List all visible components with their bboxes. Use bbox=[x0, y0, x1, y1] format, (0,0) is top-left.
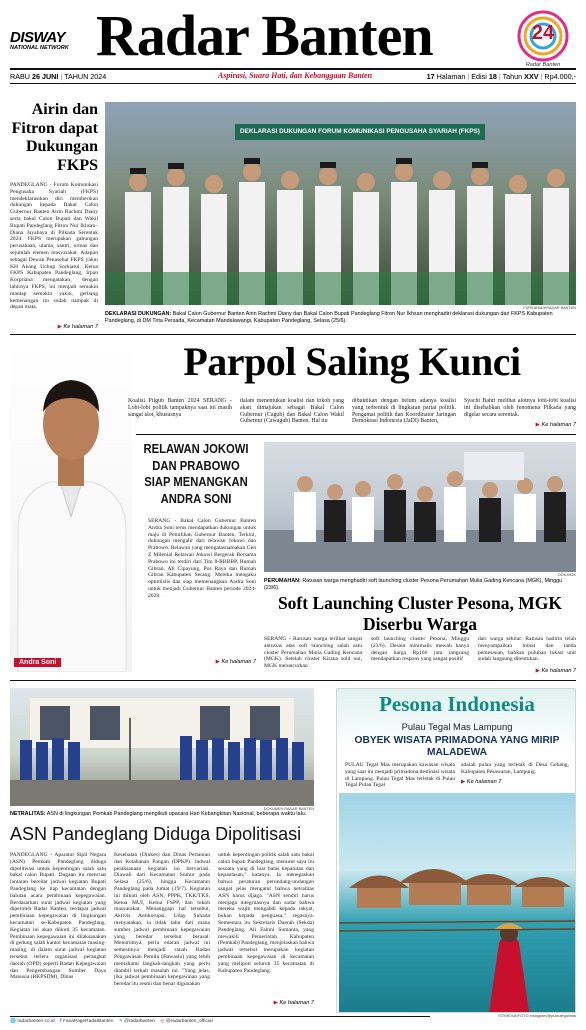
story4-col1: SERANG - Ratusan warga terlibat sangat antusias atas soft launching salah satu cluster Perumahan Mulia Gading Kencana (MGK). Setelah cluster Kirana sold out, MGK meluncurkan bbox=[264, 636, 362, 670]
footer-facebook-link[interactable]: FanaPageRadarBanten bbox=[62, 1019, 114, 1024]
story1-crowd-graphic bbox=[105, 152, 576, 305]
story4-crowd-graphic bbox=[264, 442, 576, 572]
story1-headline: Airin dan Fitron dapat Dukungan FKPS bbox=[11, 101, 98, 174]
story5-headline: ASN Pandeglang Diduga Dipolitisasi bbox=[10, 824, 302, 844]
pesona-more-link[interactable]: ▶ Ke halaman 7 bbox=[461, 779, 569, 785]
footer-instagram-link[interactable]: @radarbanten_official bbox=[165, 1019, 213, 1024]
story4-caption-lead: PERUMAHAN: bbox=[264, 578, 301, 584]
story3-headline: RELAWAN JOKOWI DAN PRABOWO SIAP MENANGKAN ANDRA SONI bbox=[143, 442, 249, 506]
story1-photo-banner: DEKLARASI DUKUNGAN FORUM KOMUNIKASI PENGUSAHA SYARIAH (FKPS) bbox=[235, 124, 485, 140]
twitter-icon: ✕ bbox=[118, 1019, 123, 1024]
story4-caption bbox=[264, 578, 576, 591]
story5-caption-lead: NETRALITAS: bbox=[10, 811, 46, 817]
anniversary-logo bbox=[508, 4, 578, 74]
story2-col3: dibuktikan dengan belum adanya koalisi yang terbentuk di lingkaran partai politik. Pengamat politik dan Koordinator Jaringan Demokrasi Indonesia (JaDI) Banten, bbox=[352, 398, 456, 425]
story2-col2: dalam menentukan koalisi dan tokoh yang akan dimajukan sebagai Bakal Calon Gubernur (Cagub) dan Bakal Calon Wakil Gubernur (Cawagub) Banten. Hal itu bbox=[240, 398, 344, 425]
pesona-banner: Pesona Indonesia bbox=[379, 692, 535, 716]
pesona-photo bbox=[339, 793, 575, 1012]
edition-number: 18 bbox=[488, 72, 497, 81]
page-count: 17 bbox=[426, 72, 435, 81]
story1-more-link[interactable]: ▶ Ke halaman 7 bbox=[10, 324, 98, 330]
story2-col4: Syachi Bahri melihat alotnya lobi-lobi koalisi ini disebabkan oleh fenomena Pilkada yang digelar secara serentak. bbox=[464, 398, 576, 418]
story4-photo bbox=[264, 442, 576, 572]
footer-website-link[interactable]: radarbanten.co.id bbox=[17, 1019, 55, 1024]
pesona-photo-credit: ISTIMEWA/FOTO Instagram/@pulautegalmas bbox=[498, 1014, 576, 1018]
story5-col2: Kesehatan (Dinkes) dan Dinas Pertanian dan Ketahanan Pangan (DPKP). Jadwal pelaksanaan kegiatan ini bervariasi. Diawali dari Kecamatan Sumur pada Selasa (25/6), hingga Kecamatan Pandeglang pada Jumat (19/7). Kegiatan ini diikuti oleh ASN, PPPK, TKK/TKS, Ketua MUI, Ketua FSPP, dan tokoh masyarakat. Menanggapi hal tersebut, Aktivis Antikorupsi, Uday Suhada menyatakan, ia tidak tahu dari mana sumber jadwal pembinaan kepegawaian yang beredar tersebut berasal. Menurutnya, perlu edaran jadwal ini semestinya menjadi ranah Badan Pengawasan Pemilu (Bawaslu) yang lebih memahami langkah-langkah yang perlu diambil terkait masalah ini. "Yang jelas, jika jadwal pembinaan kepegawaian yang beredar itu resmi dan benar digunakan bbox=[114, 852, 210, 988]
footer-links bbox=[10, 1019, 430, 1024]
story2-headline: Parpol Saling Kunci bbox=[183, 339, 521, 384]
story5-photo-credit: DOKUMEN RADAR BANTEN bbox=[263, 807, 314, 811]
issue-year: TAHUN 2024 bbox=[64, 72, 107, 81]
story5-caption bbox=[10, 811, 314, 818]
issue-info: 17 Halaman | Edisi 18 | Tahun XXV | Rp4.000,- bbox=[426, 72, 576, 81]
story2-more-link[interactable]: ▶ Ke halaman 7 bbox=[464, 422, 576, 428]
anniversary-number: 24 bbox=[531, 22, 555, 44]
pesona-subtitle: Pulau Tegal Mas Lampung bbox=[401, 721, 513, 732]
pesona-panel bbox=[336, 688, 576, 1013]
year-label: Tahun bbox=[502, 72, 523, 81]
story5-col1: PANDEGLANG - Aparatur Sipil Negara (ASN) Pemkab Pandeglang diduga dipolitisasi untuk kepentingan salah satu bakal calon Bupati. Dugaan itu mencuat lantaran beredar jadwal kegiatan Bupati Pandeglang ke tiap kecamatan dengan balutan acara pembinaan kepegawaian. Berdasarkan surat jadwal kegiatan yang diperoleh Radar Banten, terdapat jadwal pembinaan kepegawaian di lingkungan kecamatan se-Kabupaten Pandeglang. Kegiatan ini akan diikuti 35 kecamatan. Pembinaan kepegawaian ini dilaksanakan di gedung salah kantor kecamatan masing-masing, di dalam surat jadwal kegiatan tersebut terlera organisasi perangkat daerah (OPD) seperti Badan Kepegawaian dan Pengembangan Sumber Daya Manusia (BKPSDM), Dinas bbox=[10, 852, 106, 981]
disway-logo bbox=[10, 30, 90, 51]
pesona-col1: PULAU Tegal Mas merupakan kawasan wisata yang saat ini menjadi primadona destinasi wisata di Lampung. Pulau Tegal Mas terletak di Pulau Tegal Pulau Tegal bbox=[345, 762, 455, 789]
story4-caption-text: Ratusan warga menghadiri soft launching cluster Pesona Perumahan Mulia Gading Kencana (MGK), Minggu (23/6). bbox=[264, 578, 563, 591]
story4-more-link[interactable]: ▶ Ke halaman 7 bbox=[478, 668, 576, 674]
masthead-title: Radar Banten bbox=[96, 3, 433, 68]
issue-date: RABU 26 JUNI | TAHUN 2024 bbox=[10, 72, 107, 81]
andra-soni-photo bbox=[10, 342, 132, 672]
masthead-rule-bottom bbox=[10, 83, 576, 84]
footer-rule bbox=[10, 1016, 430, 1017]
anniversary-caption: Radar Banten bbox=[525, 62, 561, 68]
story1-caption-lead: DEKLARASI DUKUNGAN: bbox=[105, 311, 172, 317]
story2-col1: Koalisi Pilgub Banten 2024 SERANG - Lobi-lobi politik tampaknya saat ini masih sangat alot, khususnya bbox=[128, 398, 232, 418]
story5-col3: untuk kepentingan politik salah satu bakal calon bupati Pandeglang, menurut saya itu sesuatu yang di luar batas kepatutan dan kepantasan," katanya. Ia menegaskan bahwa peraturan perundang-undangan sangat jelas mengatur bahwa netralitas ASN harus dijaga. "ASN sendiri harus menjaga integritasnya dan sadar bahwa mereka wajib mengabdi kepada rakyat, bukan kepada penguasa," tegasnya. Sementara itu Sekretaris Daerah (Sekda) Pandeglang, Ali Fahmi Sumanta, yang mewakili Pemerintah Kabupaten (Pemkab) Pandeglang, menjelaskan bahwa jadwal tersebut merupakan kegiatan pembinaan kepegawaian di kecamatan yang meliputi seluruh 35 kecamatan di Kabupaten Pandeglang. bbox=[218, 852, 314, 974]
masthead-tagline: Aspirasi, Suara Hati, dan Kebanggaan Banten bbox=[217, 71, 373, 80]
globe-icon: 🌐 bbox=[10, 1019, 16, 1024]
portrait-graphic bbox=[10, 342, 132, 672]
edition-label: Edisi bbox=[471, 72, 487, 81]
story5-caption-text: ASN di lingkungan Pemkab Pandeglang mengikuti upacara Hari Kebangkitan Nasional, beberapa waktu lalu. bbox=[46, 811, 307, 817]
story3-body: SERANG - Bakal Calon Gubernur Banten Andra Soni terus mendapatkan dukungan untuk maju di Pemilihan Gubernur Banten. Terkini, dukungan mengalir dari relawan Jokowi dan Prabowo. Relawan yang mengatasnamakan Gen Z Milenial Relawan Jokowi Bergerak Bersama Prabowo ini terdiri dari Tim 8-RBBBP, Rumah Gibran, All Cipayung, Pos Raya dan Rumah Gibran Kabupaten Serang. Mereka mengaku optimistis dan siap memenangkan Andra Soni untuk menjadi Gubernur Banten periode 2024-2028. bbox=[148, 518, 256, 599]
story3-more-link[interactable]: ▶ Ke halaman 7 bbox=[148, 659, 256, 665]
disway-logo-subtitle: NATIONAL NETWORK bbox=[10, 45, 69, 51]
story4-headline: Soft Launching Cluster Pesona, MGK Diserbu Warga bbox=[277, 593, 563, 634]
instagram-icon: ◎ bbox=[160, 1019, 165, 1024]
story1-photo bbox=[105, 102, 576, 305]
story2-divider bbox=[136, 434, 576, 435]
story1-caption-text: Bakal Calon Gubernur Banten Airin Rachmi Diany dan Bakal Calon Bupati Pandeglang Fitron Nur Ikhsan menghadiri deklarasi dukungan dari FKPS Kabupaten Pandeglang, di DM Tirta Persada, Kecamatan Mandalawangi, Kabupaten Pandeglang, Selasa (25/6). bbox=[105, 311, 553, 324]
story1-caption bbox=[105, 311, 576, 324]
story4-col3: dari warga sekitar. Ratusan hadirin telah menyampaikan minat dan tanda pemesanan, bahkan puluhan lokasi unit sudah langsung ditentukan. bbox=[478, 636, 576, 663]
story5-ceremony-graphic bbox=[10, 688, 314, 806]
middle-divider bbox=[10, 680, 576, 681]
story4-photo-credit: DOK/MGK bbox=[558, 573, 576, 577]
page-count-label: Halaman bbox=[436, 72, 466, 81]
year-roman: XXV bbox=[524, 72, 539, 81]
price: Rp4.000,- bbox=[544, 72, 576, 81]
story5-more-link[interactable]: ▶ Ke halaman 7 bbox=[218, 1000, 314, 1006]
story1-divider bbox=[10, 334, 576, 335]
story4-col2: soft launching cluster Pesona, Minggu (23/6). Desain minimalis mewah hanya dengan harga Rp166 juta langsung mendapatkan respons yang sangat positif bbox=[371, 636, 469, 663]
andra-soni-label: Andra Soni bbox=[14, 658, 61, 667]
masthead-rule bbox=[10, 68, 576, 70]
story1-photo-credit: FURKANIAH/RADAR BANTEN bbox=[523, 306, 576, 310]
disway-logo-text: DISWAY bbox=[10, 29, 66, 46]
pesona-resort-graphic bbox=[339, 793, 575, 1012]
issue-day: RABU bbox=[10, 72, 30, 81]
story1-body: PANDEGLANG - Forum Komunikasi Pengusaha Syariah (FKPS) mendeklarasikan diri memberikan dukungan kepada Bakal Calon Gubernur Banten Airin Rachmi Diany serta bakal Calon Bupati dan Wakil Bupati Pandeglang Fitron Nur Ikhsan–Diana Jayabaya di Pilkada Serentak 2024. FKPS merupakan gabungan perusahaan, ulama, santri, ormas dan sejumlah elemen masyarakat. Adapun sebagai Dewan Penasehat FKPS yakni KH Akang Uchup Sorkiatul. Ketua FKPS Kabupaten Pandeglang, Irpan Korpriana mengatakan, dengan lahirnya FKPS, ini menjadi semakin mantap semakin yakin, gerbang kemenangan itu sudah nampak di depan mata. bbox=[10, 182, 98, 311]
footer-twitter-link[interactable]: @radarbanten bbox=[124, 1019, 155, 1024]
issue-date-main: 26 JUNI bbox=[31, 72, 59, 81]
pesona-headline: OBYEK WISATA PRIMADONA YANG MIRIP MALADEWA bbox=[354, 735, 560, 758]
pesona-col2: adalah pulau yang terletak di Desa Gebang, Kabupaten Pesawaran, Lampung. bbox=[461, 762, 569, 775]
story5-photo bbox=[10, 688, 314, 806]
facebook-icon: f bbox=[60, 1019, 62, 1024]
